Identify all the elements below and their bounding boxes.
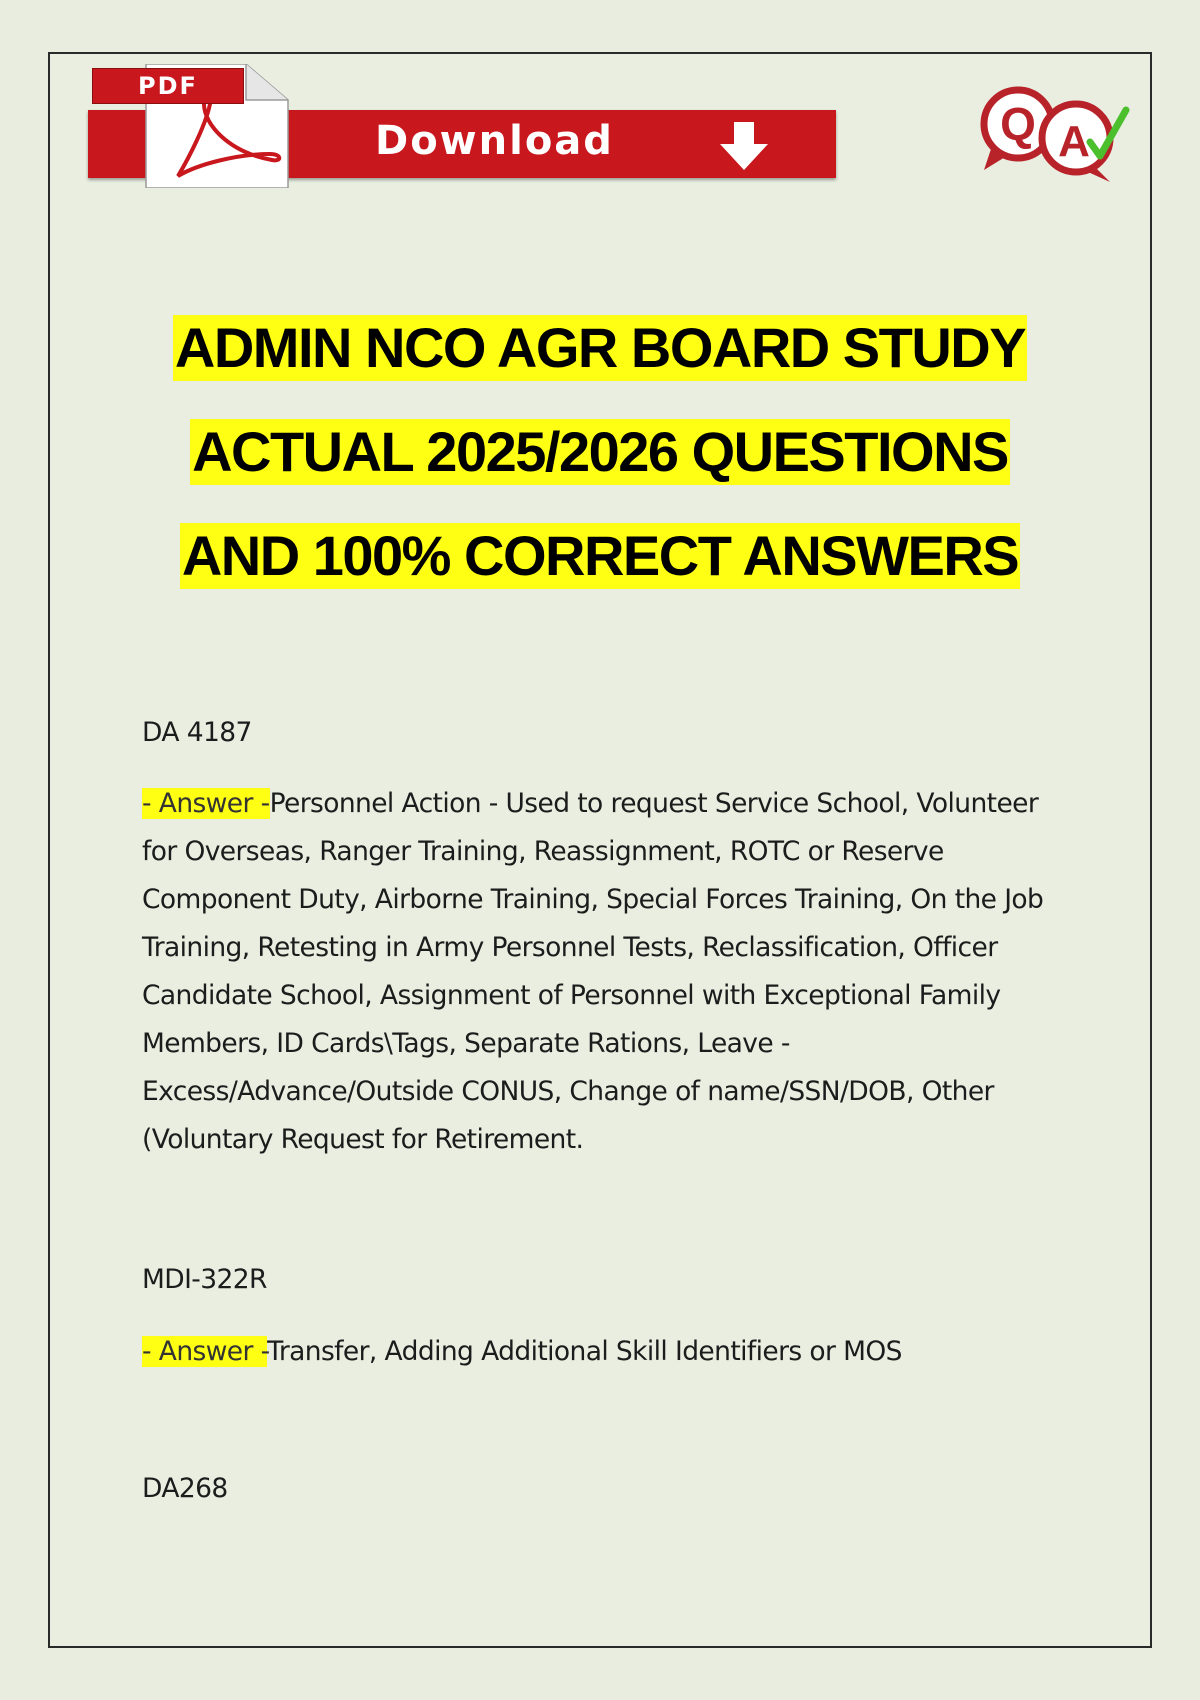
answer-1 — [142, 780, 1072, 1164]
svg-text:Q: Q — [1000, 98, 1036, 150]
question-3: DA268 — [142, 1473, 228, 1504]
svg-text:A: A — [1058, 117, 1090, 166]
pdf-label-tag: PDF — [92, 68, 244, 104]
document-title — [60, 315, 1140, 627]
answer-text: Personnel Action - Used to request Service School, Volunteer for Overseas, Ranger Training, Reassignment, ROTC or Reserve Component Duty, Airborne Training, Special Forces Training, On the Job Training, Retesting in Army Personnel Tests, Reclassification, Officer Candidate School, Assignment of Personnel with Exceptional Family Members, ID Cards\Tags, Separate Rations, Leave - Excess/Advance/Outside CONUS, Change of name/SSN/DOB, Other (Voluntary Request for Retirement. — [142, 788, 1044, 1155]
download-arrow-icon[interactable] — [716, 118, 772, 174]
answer-text: Transfer, Adding Additional Skill Identifiers or MOS — [267, 1336, 902, 1367]
answer-2 — [142, 1328, 1072, 1376]
answer-tag: - Answer - — [142, 1336, 268, 1367]
title-line-2: ACTUAL 2025/2026 QUESTIONS — [192, 420, 1008, 483]
question-1: DA 4187 — [142, 717, 252, 748]
question-2: MDI-322R — [142, 1264, 267, 1295]
pdf-download-banner[interactable] — [88, 60, 838, 190]
title-line-3: AND 100% CORRECT ANSWERS — [181, 524, 1019, 587]
qa-logo — [978, 80, 1138, 190]
title-line-1: ADMIN NCO AGR BOARD STUDY — [174, 316, 1026, 379]
a-speech-bubble-icon — [1042, 104, 1110, 182]
answer-tag: - Answer - — [142, 788, 270, 819]
download-label[interactable]: Download — [375, 118, 614, 164]
